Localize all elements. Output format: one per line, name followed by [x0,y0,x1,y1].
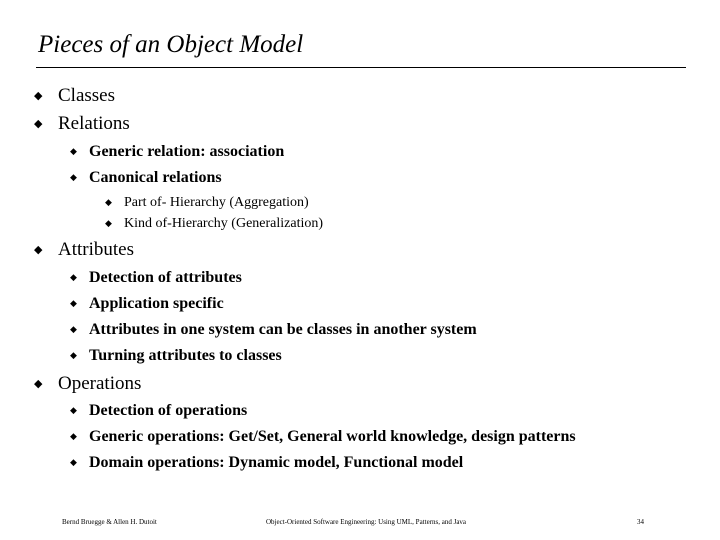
slide-title: Pieces of an Object Model [38,31,304,58]
bullet-text: Part of- Hierarchy (Aggregation) [124,195,309,210]
sub-bullet-generic-relation [70,141,284,162]
sub-bullet-detection-of-attributes [70,267,242,288]
bullet-item-attributes [34,239,134,261]
bullet-text: Turning attributes to classes [89,347,282,364]
footer-authors: Bernd Bruegge & Allen H. Dutoit [62,518,157,526]
title-underline [36,67,686,68]
bullet-text: Relations [58,113,130,134]
bullet-text: Classes [58,85,115,106]
diamond-bullet-icon: ◆ [70,405,77,415]
diamond-bullet-icon: ◆ [70,272,77,282]
sub-bullet-detection-of-operations [70,400,247,421]
bullet-text: Attributes in one system can be classes in another system [89,321,477,338]
bullet-text: Generic operations: Get/Set, General world knowledge, design patterns [89,428,576,445]
bullet-item-operations [34,373,141,395]
footer-book-title: Object-Oriented Software Engineering: Using UML, Patterns, and Java [266,518,467,526]
diamond-bullet-icon: ◆ [70,350,77,360]
sub-sub-bullet-aggregation [105,193,309,212]
diamond-bullet-icon: ◆ [34,118,43,130]
bullet-text: Operations [58,373,142,394]
diamond-bullet-icon: ◆ [70,324,77,334]
bullet-text: Detection of attributes [89,269,242,286]
diamond-bullet-icon: ◆ [70,457,77,467]
bullet-text: Canonical relations [89,169,222,186]
sub-bullet-application-specific [70,293,224,314]
bullet-text: Application specific [89,295,224,312]
bullet-item-relations [34,113,130,135]
bullet-text: Kind of-Hierarchy (Generalization) [124,216,324,231]
diamond-bullet-icon: ◆ [70,298,77,308]
diamond-bullet-icon: ◆ [70,172,77,182]
diamond-bullet-icon: ◆ [34,378,43,390]
diamond-bullet-icon: ◆ [70,431,77,441]
sub-bullet-generic-operations [70,426,576,447]
bullet-text: Attributes [58,239,134,260]
footer-page-number: 34 [637,518,644,526]
bullet-text: Generic relation: association [89,143,285,160]
sub-bullet-canonical-relations [70,167,222,188]
bullet-item-classes [34,85,115,107]
bullet-text: Domain operations: Dynamic model, Functional model [89,454,464,471]
diamond-bullet-icon: ◆ [105,218,112,228]
diamond-bullet-icon: ◆ [34,90,43,102]
sub-sub-bullet-generalization [105,214,323,233]
diamond-bullet-icon: ◆ [34,244,43,256]
sub-bullet-attributes-as-classes [70,319,477,340]
sub-bullet-turning-attributes [70,345,282,366]
diamond-bullet-icon: ◆ [70,146,77,156]
bullet-text: Detection of operations [89,402,248,419]
diamond-bullet-icon: ◆ [105,197,112,207]
sub-bullet-domain-operations [70,452,463,473]
